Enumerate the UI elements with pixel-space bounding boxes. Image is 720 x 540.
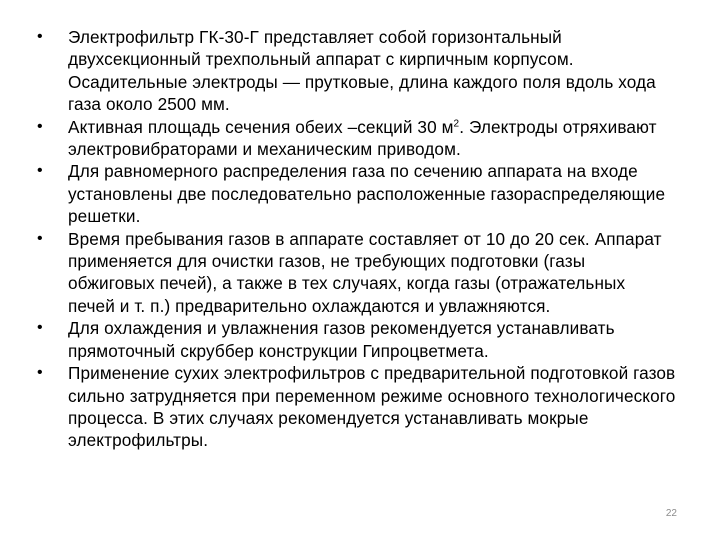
bullet-item xyxy=(36,317,676,362)
bullet-list xyxy=(36,26,676,452)
bullet-item xyxy=(36,26,676,116)
bullet-icon: • xyxy=(37,162,43,180)
bullet-text: Время пребывания газов в аппарате составляет от 10 до 20 сек. Аппарат применяется для очистки газов, не требующих подготовки (газы обжиговых печей), а также в тех случаях, когда газы (отражательных печей и т. п.) предварительно охлаждаются и увлажняются. xyxy=(68,228,662,316)
bullet-text: Для равномерного распределения газа по сечению аппарата на входе установлены две последовательно расположенные газораспределяющие решетки. xyxy=(68,161,666,227)
bullet-icon: • xyxy=(37,117,43,135)
page-number: 22 xyxy=(665,508,677,519)
bullet-item xyxy=(36,362,676,452)
bullet-item xyxy=(36,116,676,161)
bullet-item xyxy=(36,160,676,227)
bullet-icon: • xyxy=(37,319,43,337)
superscript: 2 xyxy=(453,117,460,129)
bullet-text: Применение сухих электрофильтров с предварительной подготовкой газов сильно затрудняется при переменном режиме основного технологического процесса. В этих случаях рекомендуется устанавливать мокрые электрофильтры. xyxy=(68,363,676,451)
bullet-text: Электрофильтр ГК-30-Г представляет собой горизонтальный двухсекционный трехпольный аппарат с кирпичным корпусом. Осадительные электроды — прутковые, длина каждого поля вдоль хода газа около 2500 мм. xyxy=(68,27,656,115)
bullet-icon: • xyxy=(37,364,43,382)
bullet-item xyxy=(36,228,676,318)
bullet-icon: • xyxy=(37,28,43,45)
bullet-text: Активная площадь сечения обеих –секций 30 $м^2$. Электроды отряхивают электровибраторами и механическим приводом. xyxy=(68,116,657,160)
bullet-icon: • xyxy=(37,229,43,247)
bullet-text: Для охлаждения и увлажнения газов рекомендуется устанавливать прямоточный скруббер конструкции Гипроцветмета. xyxy=(68,318,615,361)
